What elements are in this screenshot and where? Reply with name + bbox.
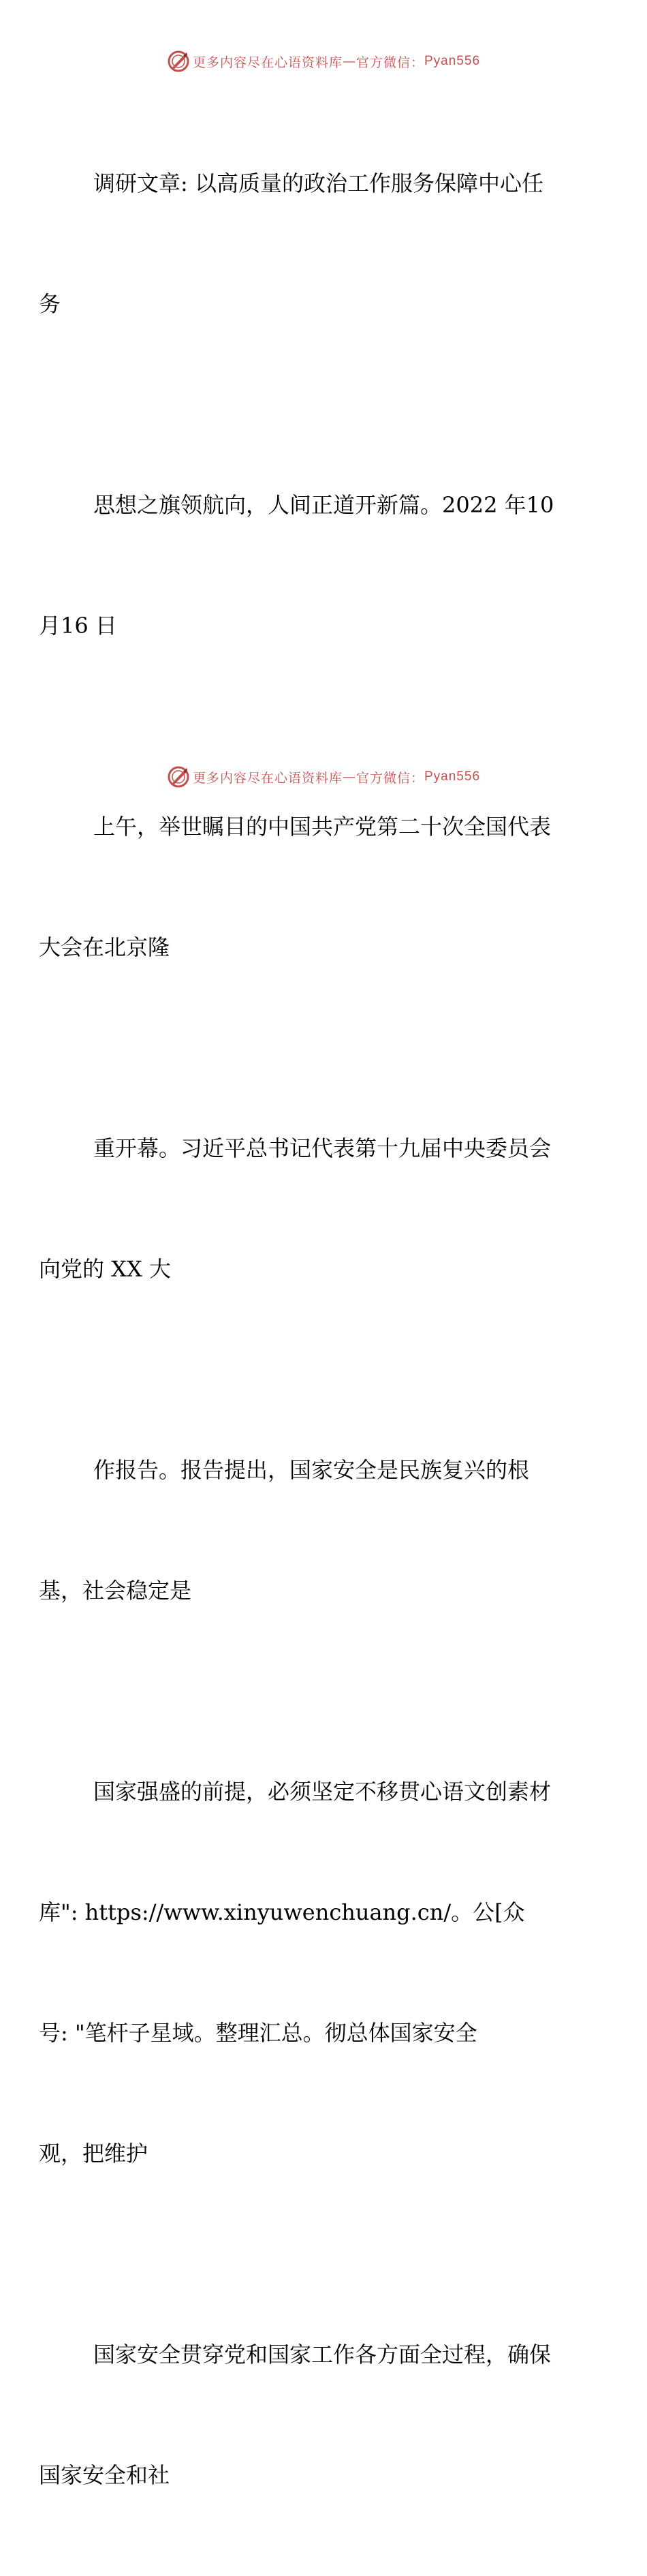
paragraph — [39, 405, 597, 726]
text-line: 基，社会稳定是 — [39, 1578, 192, 1604]
text-line: 大会在北京隆 — [39, 934, 170, 960]
text-line: 国家强盛的前提，必须坚定不移贯心语文创素材 — [93, 1779, 552, 1805]
watermark-banner-bottom — [0, 763, 647, 791]
text-line: 上午，举世瞩目的中国共产党第二十次全国代表 — [93, 814, 552, 840]
watermark-separator: — — [342, 769, 356, 784]
text-line: 务 — [39, 291, 61, 317]
text-line: 作报告。报告提出，国家安全是民族复兴的根 — [93, 1457, 530, 1483]
text-line: 国家安全和社 — [39, 2462, 170, 2488]
text-line: 重开幕。习近平总书记代表第十九届中央委员会 — [93, 1135, 552, 1161]
text-line: 观，把维护 — [39, 2141, 148, 2166]
wechat-id: Pyan556 — [424, 54, 481, 68]
paragraph — [39, 2254, 597, 2576]
text-line: 国家安全贯穿党和国家工作各方面全过程，确保 — [93, 2342, 552, 2367]
text-line: 库": https://www.xinyuwenchuang.cn/。公[众 — [39, 1899, 525, 1925]
watermark-banner-top — [0, 48, 647, 75]
watermark-separator: — — [342, 54, 356, 69]
document-body — [39, 83, 597, 2576]
text-line: 思想之旗领航向，人间正道开新篇。2022 年10 — [93, 492, 554, 518]
text-line: 号: "笔杆子星域。整理汇总。彻总体国家安全 — [39, 2020, 477, 2046]
quill-logo-icon — [167, 50, 190, 73]
text-line: 月16 日 — [39, 613, 117, 639]
watermark-text: 更多内容尽在心语资料库 — [192, 770, 343, 786]
watermark-text: 更多内容尽在心语资料库 — [192, 55, 343, 70]
text-line: 调研文章: 以高质量的政治工作服务保障中心任 — [93, 170, 543, 196]
wechat-label: 官方微信： — [356, 770, 424, 786]
wechat-label: 官方微信： — [356, 55, 424, 70]
paragraph — [39, 1048, 597, 1370]
paragraph — [39, 83, 597, 405]
paragraph — [39, 1370, 597, 1691]
paragraph — [39, 1691, 597, 2254]
quill-logo-icon — [167, 765, 190, 788]
wechat-id: Pyan556 — [424, 769, 481, 784]
text-line: 向党的 XX 大 — [39, 1256, 171, 1282]
